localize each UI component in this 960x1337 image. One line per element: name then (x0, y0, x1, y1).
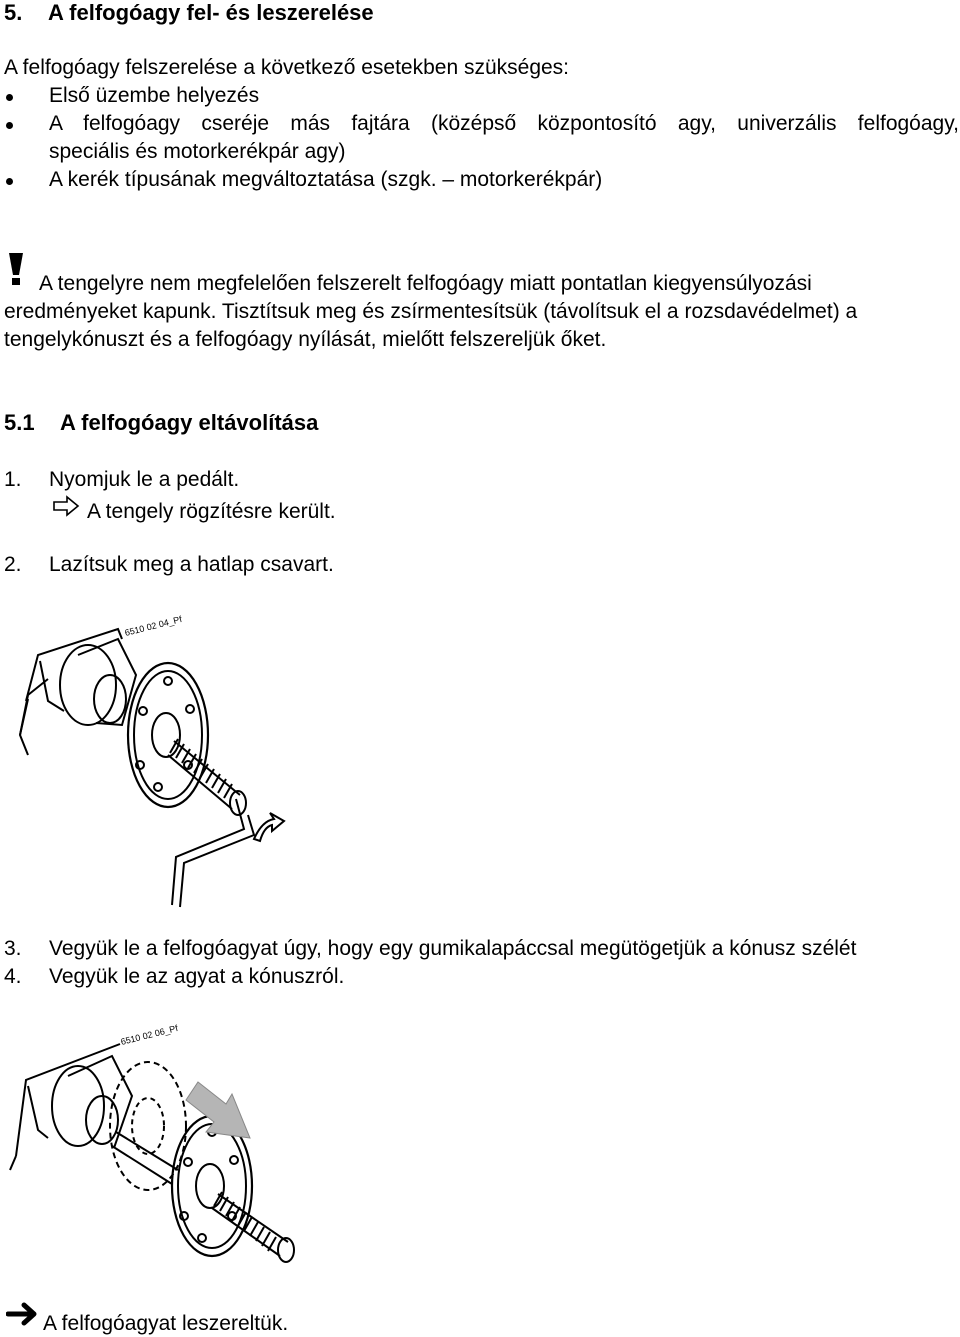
section-title: A felfogóagy eltávolítása (60, 410, 319, 435)
step-text: Lazítsuk meg a hatlap csavart. (49, 553, 334, 576)
hub-wrench-illustration (18, 615, 318, 915)
step-text: Vegyük le az agyat a kónuszról. (49, 965, 345, 988)
bullet-dot (6, 94, 13, 101)
step-text: Nyomjuk le a pedált. (49, 468, 240, 491)
hub-removal-illustration (8, 1020, 298, 1290)
warning-text-line: eredményeket kapunk. Tisztítsuk meg és zsírmentesítsük (távolítsuk el a rozsdavédelmet) a (4, 300, 858, 323)
step-text: Vegyük le a felfogóagyat úgy, hogy egy gumikalapáccsal megütögetjük a kónusz szélét (49, 937, 857, 960)
bullet-item-continuation: speciális és motorkerékpár agy) (49, 140, 346, 163)
step-result-text: A tengely rögzítésre került. (87, 500, 336, 523)
warning-text-line: A tengelyre nem megfelelően felszerelt felfogóagy miatt pontatlan kiegyensúlyozási (39, 272, 812, 295)
step-number: 4. (4, 965, 22, 988)
bullet-item: Első üzembe helyezés (49, 84, 260, 107)
chapter-title: A felfogóagy fel- és leszerelése (48, 0, 374, 25)
step-number: 1. (4, 468, 22, 491)
figure-code: 6510 02 06_Pf (119, 1023, 179, 1047)
outline-arrow-right-icon (52, 495, 80, 517)
step-number: 3. (4, 937, 22, 960)
section-number: 5.1 (4, 410, 35, 435)
figure-code: 6510 02 04_Pf (123, 614, 183, 638)
bullet-item: A felfogóagy cseréje más fajtára (középső központosító agy, univerzális felfogóagy, (49, 112, 959, 135)
bullet-item: A kerék típusának megváltoztatása (szgk. – motorkerékpár) (49, 168, 603, 191)
intro-text: A felfogóagy felszerelése a következő esetekben szükséges: (4, 56, 570, 79)
chapter-number: 5. (4, 0, 23, 25)
bullet-dot (6, 122, 13, 129)
step-number: 2. (4, 553, 22, 576)
bold-arrow-right-icon (6, 1302, 38, 1326)
exclamation-icon (6, 252, 26, 286)
final-result-text: A felfogóagyat leszereltük. (43, 1312, 289, 1335)
warning-text-line: tengelykónuszt és a felfogóagy nyílását, mielőtt felszereljük őket. (4, 328, 607, 351)
bullet-dot (6, 178, 13, 185)
